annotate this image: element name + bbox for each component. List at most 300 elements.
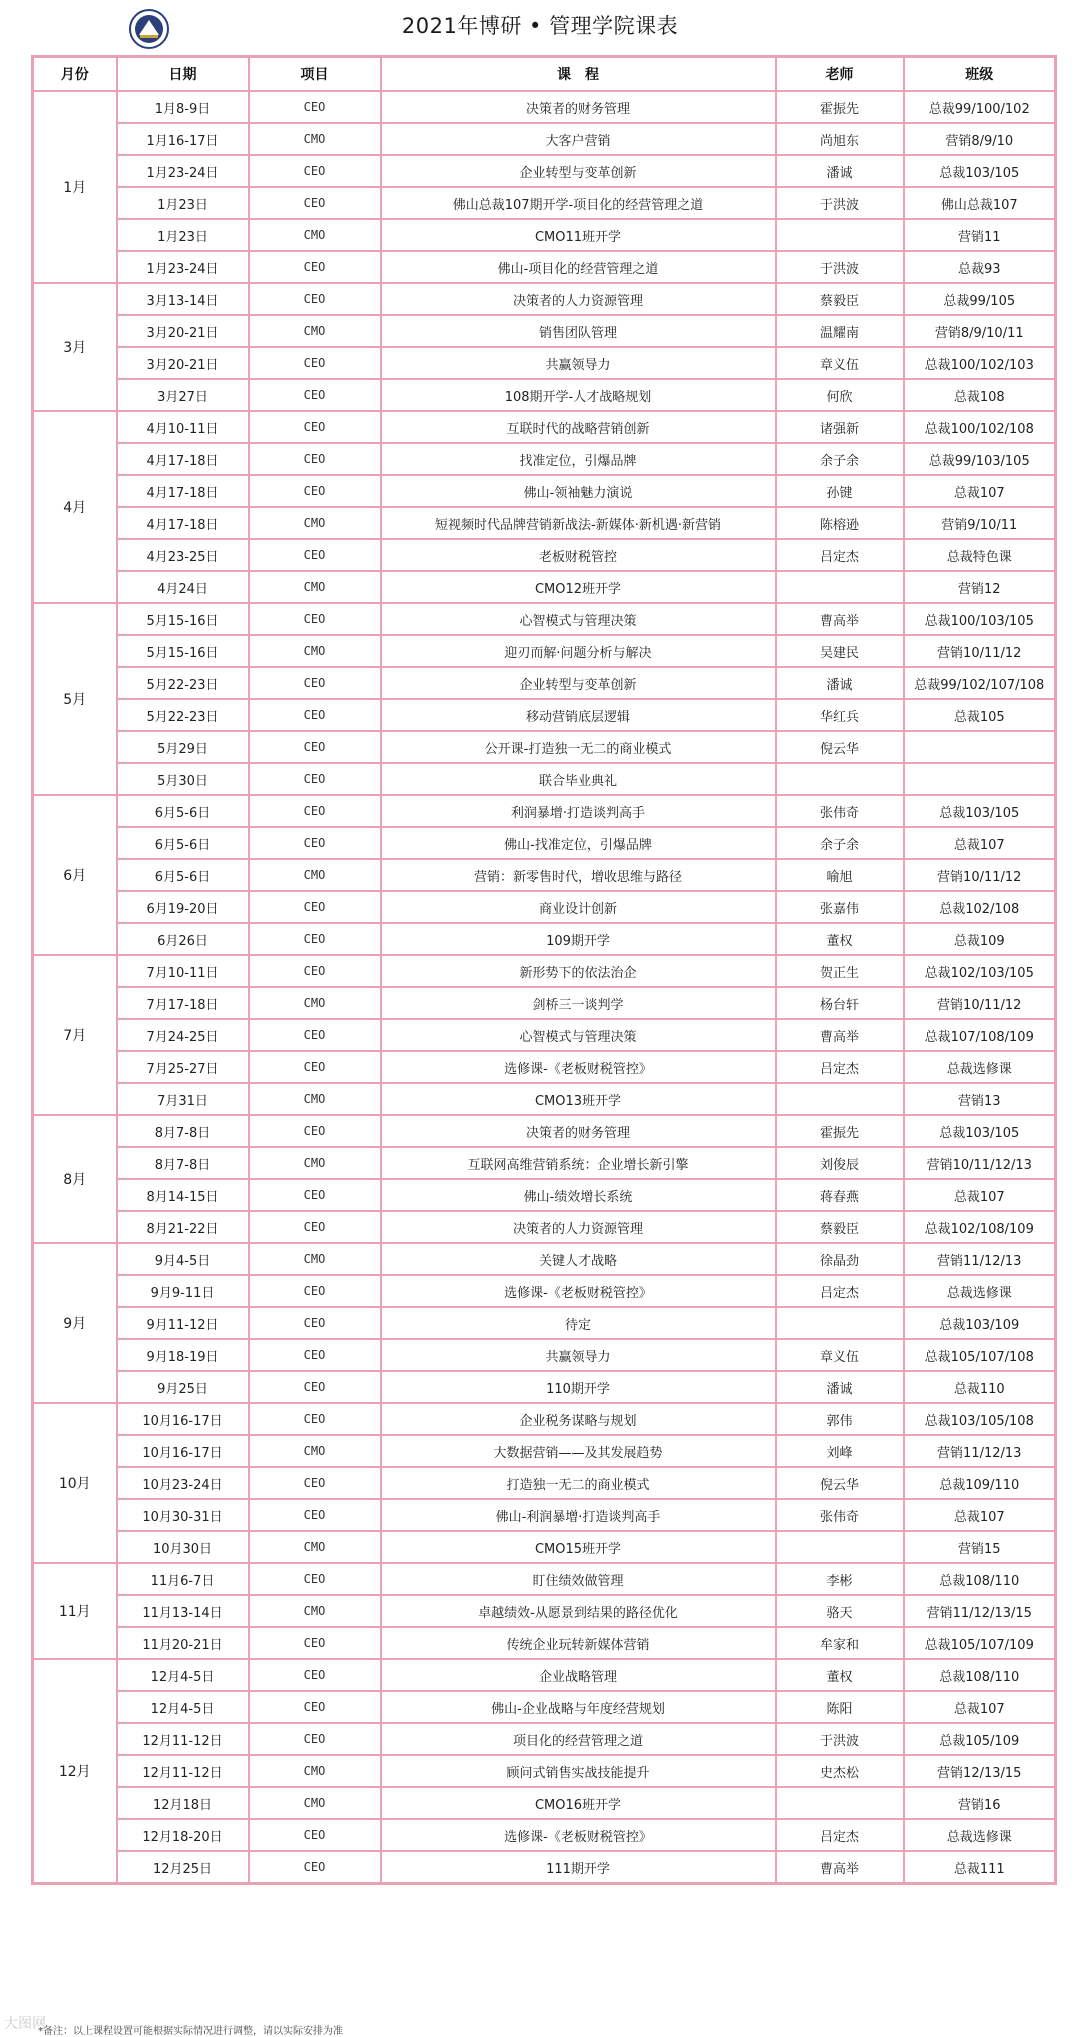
class-cell: 总裁107: [904, 1179, 1056, 1211]
table-row: [33, 731, 1056, 763]
table-row: [33, 155, 1056, 187]
date-cell: 1月16-17日: [117, 123, 249, 155]
class-cell: 总裁93: [904, 251, 1056, 283]
teacher-cell: 贺正生: [776, 955, 904, 987]
month-cell: 12月: [33, 1659, 117, 1884]
teacher-cell: 曹高举: [776, 1851, 904, 1884]
date-cell: 1月23日: [117, 187, 249, 219]
course-cell: 联合毕业典礼: [381, 763, 776, 795]
teacher-cell: 张伟奇: [776, 1499, 904, 1531]
teacher-cell: 余子余: [776, 443, 904, 475]
project-cell: CEO: [249, 923, 381, 955]
date-cell: 8月14-15日: [117, 1179, 249, 1211]
course-cell: 决策者的财务管理: [381, 1115, 776, 1147]
date-cell: 7月25-27日: [117, 1051, 249, 1083]
class-cell: 营销11/12/13/15: [904, 1595, 1056, 1627]
date-cell: 1月23日: [117, 219, 249, 251]
class-cell: 总裁107/108/109: [904, 1019, 1056, 1051]
date-cell: 9月4-5日: [117, 1243, 249, 1275]
course-cell: CMO11班开学: [381, 219, 776, 251]
watermark: 大图网: [4, 2016, 46, 2032]
teacher-cell: 蔡毅臣: [776, 1211, 904, 1243]
schedule-table-wrapper: [31, 55, 1054, 1885]
date-cell: 5月15-16日: [117, 635, 249, 667]
teacher-cell: 徐晶劲: [776, 1243, 904, 1275]
course-cell: 互联时代的战略营销创新: [381, 411, 776, 443]
project-cell: CEO: [249, 1019, 381, 1051]
project-cell: CEO: [249, 1275, 381, 1307]
class-cell: 总裁99/102/107/108: [904, 667, 1056, 699]
date-cell: 8月7-8日: [117, 1115, 249, 1147]
class-cell: 总裁99/103/105: [904, 443, 1056, 475]
date-cell: 12月4-5日: [117, 1659, 249, 1691]
teacher-cell: 余子余: [776, 827, 904, 859]
table-row: [33, 1595, 1056, 1627]
table-row: [33, 1755, 1056, 1787]
teacher-cell: 张嘉伟: [776, 891, 904, 923]
class-cell: 总裁105/107/109: [904, 1627, 1056, 1659]
month-cell: 11月: [33, 1563, 117, 1659]
table-row: [33, 507, 1056, 539]
table-row: [33, 1371, 1056, 1403]
table-row: [33, 539, 1056, 571]
table-row: [33, 1499, 1056, 1531]
month-cell: 8月: [33, 1115, 117, 1243]
course-cell: 打造独一无二的商业模式: [381, 1467, 776, 1499]
class-cell: 营销8/9/10/11: [904, 315, 1056, 347]
date-cell: 4月24日: [117, 571, 249, 603]
teacher-cell: 吕定杰: [776, 1051, 904, 1083]
table-row: [33, 891, 1056, 923]
course-cell: 110期开学: [381, 1371, 776, 1403]
class-cell: 总裁103/105: [904, 795, 1056, 827]
class-cell: [904, 731, 1056, 763]
column-header-month: 月份: [33, 57, 117, 92]
month-cell: 5月: [33, 603, 117, 795]
project-cell: CEO: [249, 763, 381, 795]
project-cell: CMO: [249, 1531, 381, 1563]
course-cell: 盯住绩效做管理: [381, 1563, 776, 1595]
table-row: [33, 1467, 1056, 1499]
teacher-cell: 孙键: [776, 475, 904, 507]
table-row: [33, 1115, 1056, 1147]
course-cell: 决策者的财务管理: [381, 91, 776, 123]
date-cell: 12月18-20日: [117, 1819, 249, 1851]
teacher-cell: 倪云华: [776, 1467, 904, 1499]
teacher-cell: 何欣: [776, 379, 904, 411]
project-cell: CEO: [249, 1659, 381, 1691]
date-cell: 10月16-17日: [117, 1435, 249, 1467]
teacher-cell: [776, 1307, 904, 1339]
project-cell: CEO: [249, 1723, 381, 1755]
project-cell: CEO: [249, 1499, 381, 1531]
project-cell: CEO: [249, 539, 381, 571]
class-cell: 营销16: [904, 1787, 1056, 1819]
teacher-cell: 张伟奇: [776, 795, 904, 827]
class-cell: 营销10/11/12: [904, 635, 1056, 667]
project-cell: CEO: [249, 155, 381, 187]
table-row: [33, 1307, 1056, 1339]
class-cell: 总裁102/108: [904, 891, 1056, 923]
date-cell: 1月23-24日: [117, 251, 249, 283]
date-cell: 12月18日: [117, 1787, 249, 1819]
table-row: [33, 1851, 1056, 1884]
date-cell: 10月16-17日: [117, 1403, 249, 1435]
table-header-row: [33, 57, 1056, 92]
course-cell: 传统企业玩转新媒体营销: [381, 1627, 776, 1659]
teacher-cell: 潘诚: [776, 155, 904, 187]
date-cell: 5月29日: [117, 731, 249, 763]
table-row: [33, 1819, 1056, 1851]
date-cell: 6月5-6日: [117, 827, 249, 859]
class-cell: 总裁103/105/108: [904, 1403, 1056, 1435]
date-cell: 6月19-20日: [117, 891, 249, 923]
teacher-cell: [776, 219, 904, 251]
table-row: [33, 667, 1056, 699]
date-cell: 4月17-18日: [117, 443, 249, 475]
class-cell: 总裁107: [904, 475, 1056, 507]
class-cell: 营销8/9/10: [904, 123, 1056, 155]
date-cell: 9月9-11日: [117, 1275, 249, 1307]
project-cell: CEO: [249, 443, 381, 475]
date-cell: 3月13-14日: [117, 283, 249, 315]
table-row: [33, 763, 1056, 795]
teacher-cell: [776, 763, 904, 795]
class-cell: 总裁108/110: [904, 1659, 1056, 1691]
course-cell: 老板财税管控: [381, 539, 776, 571]
teacher-cell: 喻旭: [776, 859, 904, 891]
class-cell: 总裁选修课: [904, 1819, 1056, 1851]
table-row: [33, 1723, 1056, 1755]
date-cell: 4月10-11日: [117, 411, 249, 443]
project-cell: CEO: [249, 827, 381, 859]
class-cell: [904, 763, 1056, 795]
month-cell: 3月: [33, 283, 117, 411]
course-cell: 短视频时代品牌营销新战法-新媒体·新机遇·新营销: [381, 507, 776, 539]
date-cell: 8月7-8日: [117, 1147, 249, 1179]
course-cell: 108期开学-人才战略规划: [381, 379, 776, 411]
class-cell: 总裁100/103/105: [904, 603, 1056, 635]
table-row: [33, 1339, 1056, 1371]
project-cell: CEO: [249, 891, 381, 923]
project-cell: CEO: [249, 1371, 381, 1403]
date-cell: 6月5-6日: [117, 795, 249, 827]
date-cell: 8月21-22日: [117, 1211, 249, 1243]
class-cell: 总裁选修课: [904, 1051, 1056, 1083]
class-cell: 总裁103/105: [904, 155, 1056, 187]
table-row: [33, 795, 1056, 827]
date-cell: 11月13-14日: [117, 1595, 249, 1627]
table-row: [33, 1051, 1056, 1083]
project-cell: CEO: [249, 1691, 381, 1723]
course-cell: 佛山-企业战略与年度经营规划: [381, 1691, 776, 1723]
course-cell: CMO15班开学: [381, 1531, 776, 1563]
table-row: [33, 827, 1056, 859]
class-cell: 营销15: [904, 1531, 1056, 1563]
table-row: [33, 1019, 1056, 1051]
class-cell: 营销12: [904, 571, 1056, 603]
project-cell: CEO: [249, 1563, 381, 1595]
class-cell: 总裁107: [904, 1499, 1056, 1531]
table-row: [33, 987, 1056, 1019]
table-row: [33, 379, 1056, 411]
project-cell: CMO: [249, 123, 381, 155]
date-cell: 12月11-12日: [117, 1723, 249, 1755]
project-cell: CEO: [249, 1211, 381, 1243]
date-cell: 9月25日: [117, 1371, 249, 1403]
table-row: [33, 1211, 1056, 1243]
table-row: [33, 1659, 1056, 1691]
date-cell: 7月10-11日: [117, 955, 249, 987]
table-row: [33, 1275, 1056, 1307]
course-cell: 选修课-《老板财税管控》: [381, 1275, 776, 1307]
teacher-cell: [776, 1083, 904, 1115]
class-cell: 营销11/12/13: [904, 1243, 1056, 1275]
month-cell: 1月: [33, 91, 117, 283]
course-cell: 共赢领导力: [381, 1339, 776, 1371]
project-cell: CEO: [249, 699, 381, 731]
teacher-cell: [776, 1531, 904, 1563]
project-cell: CMO: [249, 1435, 381, 1467]
class-cell: 营销13: [904, 1083, 1056, 1115]
teacher-cell: 陈阳: [776, 1691, 904, 1723]
project-cell: CMO: [249, 1147, 381, 1179]
class-cell: 总裁107: [904, 1691, 1056, 1723]
project-cell: CMO: [249, 1787, 381, 1819]
table-row: [33, 1563, 1056, 1595]
project-cell: CEO: [249, 1627, 381, 1659]
date-cell: 7月17-18日: [117, 987, 249, 1019]
table-row: [33, 1243, 1056, 1275]
date-cell: 4月23-25日: [117, 539, 249, 571]
course-cell: 互联网高维营销系统：企业增长新引擎: [381, 1147, 776, 1179]
course-cell: 选修课-《老板财税管控》: [381, 1819, 776, 1851]
table-row: [33, 443, 1056, 475]
course-cell: 利润暴增·打造谈判高手: [381, 795, 776, 827]
teacher-cell: 骆天: [776, 1595, 904, 1627]
course-cell: 移动营销底层逻辑: [381, 699, 776, 731]
table-row: [33, 1435, 1056, 1467]
course-cell: 企业转型与变革创新: [381, 155, 776, 187]
class-cell: 总裁102/108/109: [904, 1211, 1056, 1243]
project-cell: CMO: [249, 859, 381, 891]
teacher-cell: 诸强新: [776, 411, 904, 443]
date-cell: 7月31日: [117, 1083, 249, 1115]
project-cell: CMO: [249, 1243, 381, 1275]
class-cell: 总裁108: [904, 379, 1056, 411]
date-cell: 6月26日: [117, 923, 249, 955]
teacher-cell: 蔡毅臣: [776, 283, 904, 315]
teacher-cell: 牟家和: [776, 1627, 904, 1659]
class-cell: 总裁107: [904, 827, 1056, 859]
teacher-cell: [776, 1787, 904, 1819]
teacher-cell: 吕定杰: [776, 1819, 904, 1851]
date-cell: 10月30-31日: [117, 1499, 249, 1531]
date-cell: 5月22-23日: [117, 667, 249, 699]
teacher-cell: 李彬: [776, 1563, 904, 1595]
course-cell: 大数据营销——及其发展趋势: [381, 1435, 776, 1467]
project-cell: CEO: [249, 1467, 381, 1499]
teacher-cell: 尚旭东: [776, 123, 904, 155]
class-cell: 营销10/11/12/13: [904, 1147, 1056, 1179]
course-cell: CMO13班开学: [381, 1083, 776, 1115]
month-cell: 7月: [33, 955, 117, 1115]
class-cell: 营销10/11/12: [904, 987, 1056, 1019]
course-cell: 商业设计创新: [381, 891, 776, 923]
class-cell: 总裁99/105: [904, 283, 1056, 315]
date-cell: 7月24-25日: [117, 1019, 249, 1051]
table-row: [33, 283, 1056, 315]
course-cell: 迎刃而解·问题分析与解决: [381, 635, 776, 667]
teacher-cell: 陈榕逊: [776, 507, 904, 539]
table-row: [33, 1531, 1056, 1563]
date-cell: 4月17-18日: [117, 475, 249, 507]
class-cell: 总裁105: [904, 699, 1056, 731]
course-cell: 佛山总裁107期开学-项目化的经营管理之道: [381, 187, 776, 219]
course-cell: 选修课-《老板财税管控》: [381, 1051, 776, 1083]
project-cell: CMO: [249, 635, 381, 667]
course-cell: 待定: [381, 1307, 776, 1339]
course-cell: 决策者的人力资源管理: [381, 1211, 776, 1243]
project-cell: CEO: [249, 1851, 381, 1884]
date-cell: 3月20-21日: [117, 347, 249, 379]
teacher-cell: 于洪波: [776, 1723, 904, 1755]
teacher-cell: 潘诚: [776, 1371, 904, 1403]
project-cell: CEO: [249, 1179, 381, 1211]
course-cell: 营销：新零售时代，增收思维与路径: [381, 859, 776, 891]
project-cell: CEO: [249, 731, 381, 763]
class-cell: 营销12/13/15: [904, 1755, 1056, 1787]
class-cell: 总裁100/102/108: [904, 411, 1056, 443]
project-cell: CMO: [249, 315, 381, 347]
date-cell: 5月30日: [117, 763, 249, 795]
teacher-cell: 吴建民: [776, 635, 904, 667]
course-cell: 企业战略管理: [381, 1659, 776, 1691]
course-cell: 佛山-利润暴增·打造谈判高手: [381, 1499, 776, 1531]
course-cell: 顾问式销售实战技能提升: [381, 1755, 776, 1787]
project-cell: CMO: [249, 1755, 381, 1787]
date-cell: 10月23-24日: [117, 1467, 249, 1499]
project-cell: CEO: [249, 1819, 381, 1851]
course-cell: CMO16班开学: [381, 1787, 776, 1819]
course-cell: 共赢领导力: [381, 347, 776, 379]
teacher-cell: 吕定杰: [776, 539, 904, 571]
course-cell: 企业税务谋略与规划: [381, 1403, 776, 1435]
teacher-cell: 章义伍: [776, 1339, 904, 1371]
table-row: [33, 571, 1056, 603]
table-row: [33, 1627, 1056, 1659]
table-row: [33, 1691, 1056, 1723]
teacher-cell: 曹高举: [776, 1019, 904, 1051]
date-cell: 9月11-12日: [117, 1307, 249, 1339]
project-cell: CMO: [249, 987, 381, 1019]
course-cell: 找准定位，引爆品牌: [381, 443, 776, 475]
table-row: [33, 315, 1056, 347]
project-cell: CEO: [249, 475, 381, 507]
project-cell: CEO: [249, 1051, 381, 1083]
class-cell: 总裁103/109: [904, 1307, 1056, 1339]
project-cell: CEO: [249, 603, 381, 635]
project-cell: CEO: [249, 411, 381, 443]
course-cell: 卓越绩效-从愿景到结果的路径优化: [381, 1595, 776, 1627]
project-cell: CEO: [249, 1403, 381, 1435]
class-cell: 总裁110: [904, 1371, 1056, 1403]
teacher-cell: 于洪波: [776, 187, 904, 219]
project-cell: CEO: [249, 91, 381, 123]
teacher-cell: 霍振先: [776, 91, 904, 123]
table-row: [33, 91, 1056, 123]
project-cell: CMO: [249, 1083, 381, 1115]
teacher-cell: 董权: [776, 923, 904, 955]
column-header-project: 项目: [249, 57, 381, 92]
project-cell: CEO: [249, 379, 381, 411]
project-cell: CMO: [249, 507, 381, 539]
date-cell: 3月20-21日: [117, 315, 249, 347]
class-cell: 营销11/12/13: [904, 1435, 1056, 1467]
teacher-cell: 章义伍: [776, 347, 904, 379]
teacher-cell: 刘峰: [776, 1435, 904, 1467]
teacher-cell: 霍振先: [776, 1115, 904, 1147]
course-cell: 心智模式与管理决策: [381, 1019, 776, 1051]
table-row: [33, 1083, 1056, 1115]
schedule-table-body: [33, 91, 1056, 1884]
course-cell: 新形势下的依法治企: [381, 955, 776, 987]
date-cell: 6月5-6日: [117, 859, 249, 891]
date-cell: 1月8-9日: [117, 91, 249, 123]
teacher-cell: 倪云华: [776, 731, 904, 763]
class-cell: 总裁100/102/103: [904, 347, 1056, 379]
teacher-cell: 于洪波: [776, 251, 904, 283]
date-cell: 4月17-18日: [117, 507, 249, 539]
course-cell: 项目化的经营管理之道: [381, 1723, 776, 1755]
course-cell: 109期开学: [381, 923, 776, 955]
project-cell: CEO: [249, 1339, 381, 1371]
class-cell: 总裁99/100/102: [904, 91, 1056, 123]
class-cell: 营销11: [904, 219, 1056, 251]
table-row: [33, 923, 1056, 955]
class-cell: 总裁105/109: [904, 1723, 1056, 1755]
teacher-cell: 郭伟: [776, 1403, 904, 1435]
column-header-class: 班级: [904, 57, 1056, 92]
table-row: [33, 1403, 1056, 1435]
page-header: [0, 0, 1080, 56]
class-cell: 总裁111: [904, 1851, 1056, 1884]
date-cell: 12月11-12日: [117, 1755, 249, 1787]
project-cell: CEO: [249, 667, 381, 699]
table-row: [33, 187, 1056, 219]
table-row: [33, 251, 1056, 283]
date-cell: 5月15-16日: [117, 603, 249, 635]
project-cell: CEO: [249, 1115, 381, 1147]
course-cell: 剑桥三一谈判学: [381, 987, 776, 1019]
course-cell: 销售团队管理: [381, 315, 776, 347]
table-row: [33, 219, 1056, 251]
course-cell: 111期开学: [381, 1851, 776, 1884]
course-cell: 佛山-项目化的经营管理之道: [381, 251, 776, 283]
course-cell: 心智模式与管理决策: [381, 603, 776, 635]
month-cell: 10月: [33, 1403, 117, 1563]
table-row: [33, 699, 1056, 731]
date-cell: 12月25日: [117, 1851, 249, 1884]
table-row: [33, 1147, 1056, 1179]
table-row: [33, 603, 1056, 635]
course-cell: 公开课-打造独一无二的商业模式: [381, 731, 776, 763]
project-cell: CEO: [249, 795, 381, 827]
table-row: [33, 475, 1056, 507]
course-cell: 决策者的人力资源管理: [381, 283, 776, 315]
teacher-cell: 潘诚: [776, 667, 904, 699]
project-cell: CEO: [249, 283, 381, 315]
